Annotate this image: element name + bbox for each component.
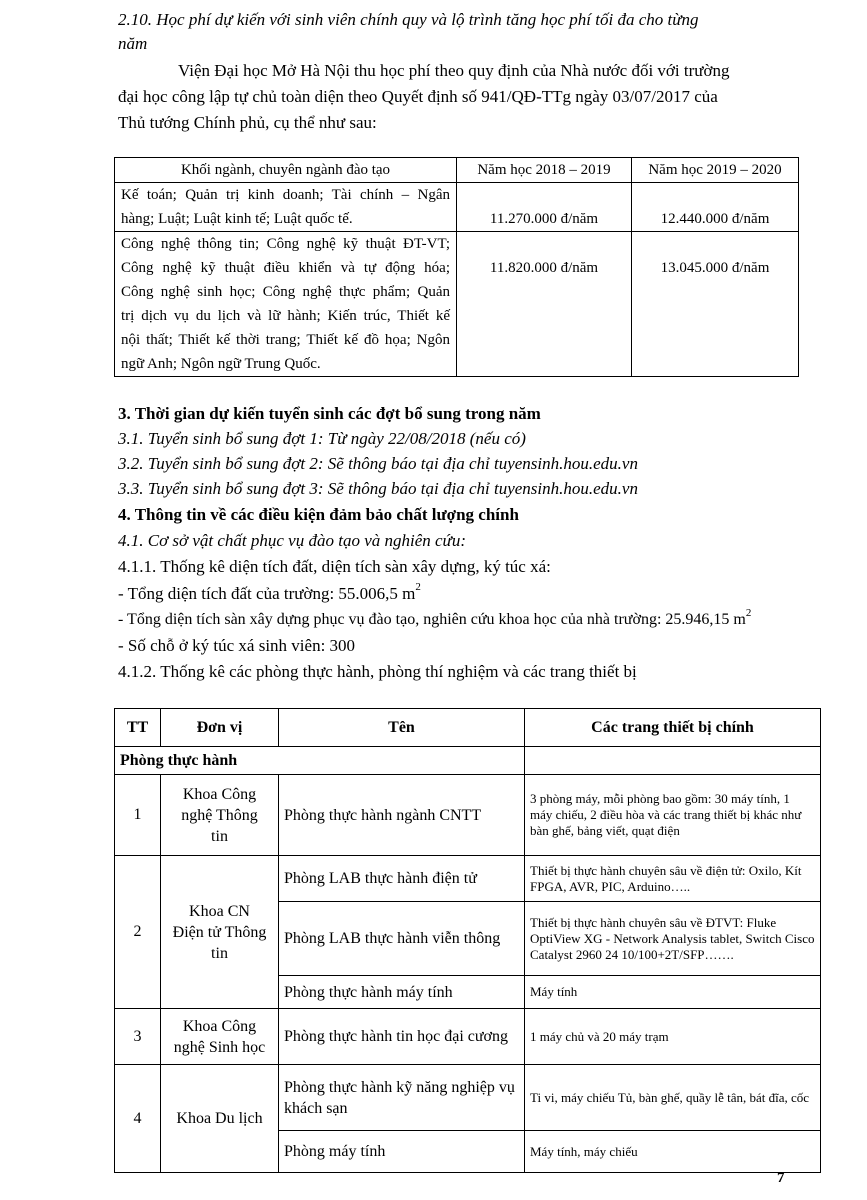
dorm-line: - Số chỗ ở ký túc xá sinh viên: 300 [118,636,356,655]
group-line: trị dịch vụ du lịch và lữ hành; Kiến trúc, Thiết kế [121,308,450,324]
unit-superscript: 2 [415,581,421,594]
unit-line: Khoa CN [189,902,250,920]
section-4-1-1: 4.1.1. Thống kê diện tích đất, diện tích sàn xây dựng, ký túc xá: [118,557,551,576]
row-room-name: Phòng thực hành tin học đại cương [279,1009,525,1065]
row-equipment: Thiết bị thực hành chuyên sâu về ĐTVT: Fluke OptiView XG - Network Analysis tablet, Switch Cisco Catalyst 2960 24 10/100+2T/SFP……. [525,902,821,976]
header-equipment: Các trang thiết bị chính [525,709,821,747]
header-name: Tên [279,709,525,747]
row-tt: 1 [115,775,161,856]
land-area-line [118,582,421,606]
tuition-row [115,232,799,377]
table-row [115,856,821,902]
intro-paragraph-line-3: Thủ tướng Chính phủ, cụ thể như sau: [118,113,377,132]
row-room-name: Phòng máy tính [279,1131,525,1173]
row-equipment: Máy tính, máy chiếu [525,1131,821,1173]
row-unit: Khoa Du lịch [161,1065,279,1173]
intro-paragraph-line-2: đại học công lập tự chủ toàn diện theo Quyết định số 941/QĐ-TTg ngày 03/07/2017 của [118,87,718,106]
tuition-header-2018: Năm học 2018 – 2019 [457,158,632,183]
section-row [115,747,821,775]
row-equipment: Ti vi, máy chiếu Tủ, bàn ghế, quầy lễ tân, bát đĩa, cốc [525,1065,821,1131]
unit-line: tin [211,944,228,962]
land-area-text: - Tổng diện tích đất của trường: 55.006,5 m [118,584,416,603]
section-2-10-heading: 2.10. Học phí dự kiến với sinh viên chính quy và lộ trình tăng học phí tối đa cho từng [118,10,699,29]
unit-line: Khoa Công [182,1017,257,1035]
unit-line: tin [211,827,228,845]
row-room-name: Phòng thực hành máy tính [279,976,525,1009]
tuition-fee-2019: 13.045.000 đ/năm [632,232,799,377]
table-row [115,1065,821,1131]
section-3-item-3: 3.3. Tuyển sinh bổ sung đợt 3: Sẽ thông báo tại địa chỉ tuyensinh.hou.edu.vn [118,479,638,498]
section-label: Phòng thực hành [115,747,525,775]
header-unit: Đơn vị [161,709,279,747]
group-line: Công nghệ kỹ thuật điều khiển và tự động hóa; [121,260,450,276]
floor-area-line [118,608,751,632]
header-tt: TT [115,709,161,747]
unit-line: nghệ Thông [181,806,258,824]
page-number: 7 [777,1170,785,1186]
section-2-10-heading-cont: năm [118,34,148,53]
row-tt: 4 [115,1065,161,1173]
section-3-item-2: 3.2. Tuyển sinh bổ sung đợt 2: Sẽ thông báo tại địa chỉ tuyensinh.hou.edu.vn [118,454,638,473]
tuition-fee-2018: 11.820.000 đ/năm [457,232,632,377]
section-3-heading: 3. Thời gian dự kiến tuyển sinh các đợt bổ sung trong năm [118,404,541,423]
facilities-table [114,708,821,1173]
tuition-fee-2019: 12.440.000 đ/năm [632,183,799,232]
unit-line: Khoa Công [182,785,257,803]
row-unit [161,1009,279,1065]
row-equipment: Thiết bị thực hành chuyên sâu về điện tử: Oxilo, Kít FPGA, AVR, PIC, Arduino….. [525,856,821,902]
tuition-header-2019: Năm học 2019 – 2020 [632,158,799,183]
group-line: Công nghệ thông tin; Công nghệ kỹ thuật ĐT-VT; [121,236,450,252]
row-equipment: 1 máy chủ và 20 máy trạm [525,1009,821,1065]
row-unit [161,775,279,856]
group-line: ngữ Anh; Ngôn ngữ Trung Quốc. [121,356,321,372]
row-room-name: Phòng thực hành kỹ năng nghiệp vụ khách sạn [279,1065,525,1131]
row-equipment: 3 phòng máy, mỗi phòng bao gồm: 30 máy tính, 1 máy chiếu, 2 điều hòa và các trang thiết bị khác như bàn ghế, bảng viết, quạt điện [525,775,821,856]
row-equipment: Máy tính [525,976,821,1009]
group-line: nội thất; Thiết kế thời trang; Thiết kế đồ họa; Ngôn [121,332,450,348]
section-3-item-1: 3.1. Tuyển sinh bổ sung đợt 1: Từ ngày 22/08/2018 (nếu có) [118,429,526,448]
row-room-name: Phòng LAB thực hành viễn thông [279,902,525,976]
section-4-1-2: 4.1.2. Thống kê các phòng thực hành, phòng thí nghiệm và các trang thiết bị [118,662,637,681]
unit-superscript: 2 [745,606,752,619]
row-unit [161,856,279,1009]
unit-line: nghệ Sinh học [173,1038,266,1056]
facilities-header-row [115,709,821,747]
tuition-row [115,183,799,232]
section-4-1: 4.1. Cơ sở vật chất phục vụ đào tạo và nghiên cứu: [118,531,466,550]
section-empty-cell [525,747,821,775]
tuition-header-row [115,158,799,183]
group-line: Công nghệ sinh học; Công nghệ thực phẩm; Quản [121,284,450,300]
tuition-group-cell [115,183,457,232]
row-tt: 2 [115,856,161,1009]
row-room-name: Phòng thực hành ngành CNTT [279,775,525,856]
group-line: Kế toán; Quản trị kinh doanh; Tài chính – Ngân [121,187,450,203]
tuition-fee-2018: 11.270.000 đ/năm [457,183,632,232]
floor-area-text: - Tổng diện tích sàn xây dựng phục vụ đào tạo, nghiên cứu khoa học của nhà trường: 25.946,15 m [118,611,746,628]
section-4-heading: 4. Thông tin về các điều kiện đảm bảo chất lượng chính [118,505,519,524]
row-tt: 3 [115,1009,161,1065]
table-row [115,1009,821,1065]
intro-paragraph-line-1: Viện Đại học Mở Hà Nội thu học phí theo quy định của Nhà nước đối với trường [178,61,730,80]
tuition-group-cell [115,232,457,377]
tuition-table [114,157,799,377]
table-row [115,775,821,856]
group-line: hàng; Luật; Luật kinh tế; Luật quốc tế. [121,211,353,227]
row-room-name: Phòng LAB thực hành điện tử [279,856,525,902]
unit-line: Điện tử Thông [172,923,267,941]
tuition-header-group: Khối ngành, chuyên ngành đào tạo [115,158,457,183]
